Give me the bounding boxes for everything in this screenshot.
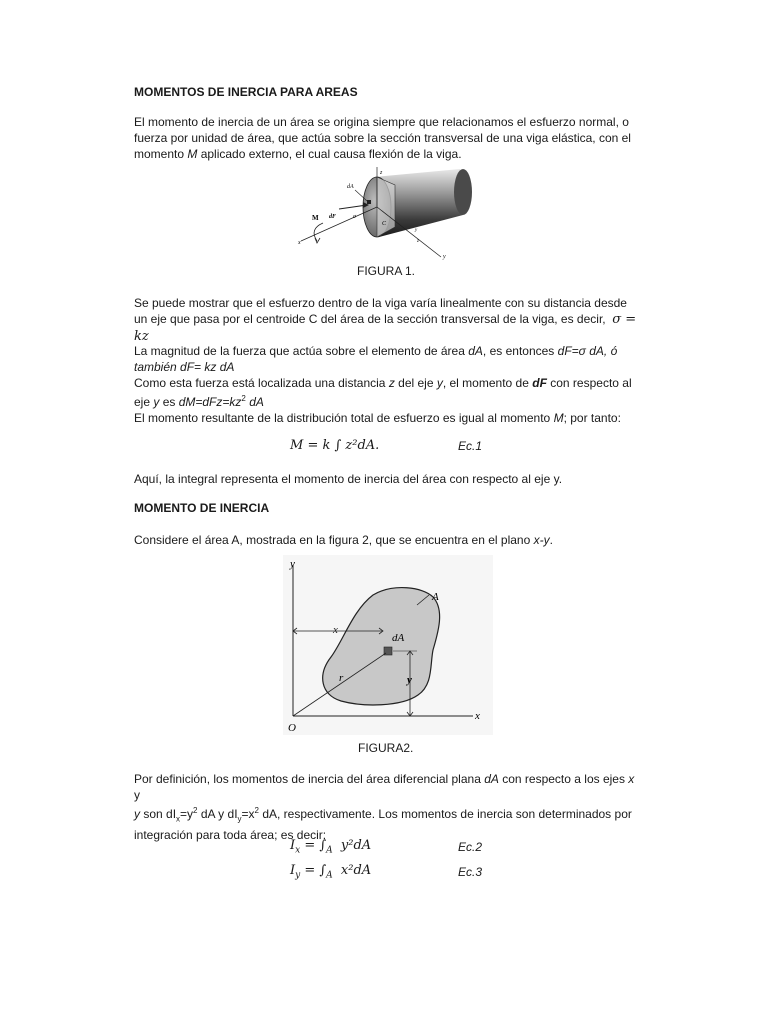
- para3-l3a: Como esta fuerza está localizada una distancia: [134, 376, 389, 390]
- eq3-lhs: I: [290, 863, 296, 878]
- fig2-label-r: r: [339, 672, 344, 684]
- fig1-label-sigma: σ: [353, 214, 356, 220]
- eq2-tail: y²dA: [332, 838, 372, 853]
- para3-l1c: , es entonces: [482, 344, 558, 358]
- para5-l1b: dA: [484, 772, 499, 786]
- para2-text: Se puede mostrar que el esfuerzo dentro de la viga varía linealmente con su distancia desde un eje que pasa por el centroide C del área de la sección transversal de la viga, es decir,: [134, 296, 627, 326]
- figure-1-beam-diagram: [295, 165, 475, 260]
- fig1-label-z: z: [380, 170, 383, 176]
- fig1-label-c: C: [382, 221, 387, 227]
- para3-l3b: z: [388, 376, 395, 390]
- eq3-sub-a: A: [326, 870, 333, 881]
- figure-2-caption: FIGURA2.: [358, 741, 414, 755]
- para3-line1: [134, 343, 639, 359]
- fig1-label-y2: y: [415, 228, 418, 233]
- para5-l2b: son dI: [140, 807, 177, 821]
- para3-line5: [134, 410, 639, 426]
- para3-line2: [134, 359, 639, 375]
- fig2-label-x-axis: x: [475, 710, 480, 722]
- eq3-sub: y: [295, 870, 301, 881]
- da-element: [367, 200, 371, 204]
- equation-2: [290, 838, 371, 856]
- fig1-label-y: y: [443, 254, 446, 260]
- fig2-label-origin: O: [288, 722, 296, 734]
- equation-1: M = k ∫ z²dA.: [290, 438, 380, 453]
- para5-l1e: y: [134, 788, 140, 802]
- fig1-label-z2: z: [417, 239, 419, 244]
- fig1-label-df: dF: [329, 214, 337, 220]
- para3-l4e: 2: [241, 394, 246, 403]
- para3-line3: [134, 375, 639, 391]
- figure-2-area-diagram: [283, 555, 493, 735]
- stress-wedge: [377, 177, 395, 237]
- para3-l2: también dF= kz dA: [134, 360, 235, 374]
- para5-line1: [134, 771, 639, 803]
- para3-l1a: La magnitud de la fuerza que actúa sobre el elemento de área: [134, 344, 469, 358]
- fig2-label-da: dA: [392, 632, 405, 644]
- section-title-momentos-areas: MOMENTOS DE INERCIA PARA AREAS: [134, 85, 358, 99]
- fig1-label-x: x: [298, 240, 301, 246]
- fig2-label-x: x: [333, 624, 338, 636]
- para3-l3e: , el momento de: [442, 376, 533, 390]
- section2-text-c: .: [549, 533, 553, 547]
- para3-l3g: con respecto al: [546, 376, 632, 390]
- para3-l3f: dF: [532, 376, 547, 390]
- para5-l2c: x: [176, 814, 181, 824]
- eq2-sub-a: A: [326, 845, 333, 856]
- intro-text-a: El momento de inercia de un área se origina siempre que relacionamos el esfuerzo normal, o fuerza por unidad de área, que actúa sobre la sección transversal de una viga elástica, con el momento: [134, 115, 631, 161]
- para3-l1b: dA: [468, 344, 483, 358]
- para5-l2d: =y: [180, 807, 194, 821]
- para3-line4: [134, 391, 639, 410]
- fig2-label-y-axis: y: [290, 558, 295, 570]
- para5-line3: integración para toda área; es decir:: [134, 828, 327, 843]
- eq3-rhs: = ∫: [300, 863, 327, 878]
- para3-l4b: y: [153, 395, 160, 409]
- para5-l2e: 2: [193, 806, 198, 815]
- para3-l4c: es: [159, 395, 179, 409]
- para5-l2i: 2: [254, 806, 259, 815]
- para5-l2f: dA y dI: [197, 807, 238, 821]
- para5-l2a: y: [134, 807, 140, 821]
- para3-l4a: eje: [134, 395, 154, 409]
- equation-3: [290, 863, 371, 881]
- paragraph-linear-stress: [134, 295, 639, 345]
- eq2-sub: x: [295, 845, 301, 856]
- intro-paragraph: [134, 114, 639, 162]
- paragraph-definition: [134, 771, 639, 843]
- beam-end: [454, 169, 472, 215]
- section-title-momento-inercia: MOMENTO DE INERCIA: [134, 501, 270, 515]
- eq2-rhs: = ∫: [300, 838, 327, 853]
- paragraph-area-a: [134, 532, 634, 548]
- formula-sigma-kz: σ = kz: [134, 312, 637, 344]
- fig1-label-m: M: [312, 214, 319, 222]
- para3-l5b: M: [553, 411, 564, 425]
- intro-text-b: aplicado externo, el cual causa flexión de la viga.: [197, 147, 462, 161]
- fig2-label-y: y: [407, 674, 412, 686]
- section2-text-b: x-y: [533, 533, 550, 547]
- para3-l3d: y: [436, 376, 443, 390]
- fig2-label-a: A: [432, 591, 439, 603]
- intro-text-m: M: [187, 147, 198, 161]
- paragraph-force-moment: [134, 343, 639, 426]
- para5-l1c: con respecto a los ejes: [498, 772, 629, 786]
- para5-l2j: dA, respectivamente. Los momentos de inercia son determinados por: [259, 807, 632, 821]
- para3-l5c: ; por tanto:: [563, 411, 621, 425]
- para5-l1d: x: [628, 772, 635, 786]
- figure-1-caption: FIGURA 1.: [357, 264, 416, 278]
- paragraph-integral-meaning: Aquí, la integral representa el momento de inercia del área con respecto al eje y.: [134, 472, 563, 486]
- para5-l2g: y: [237, 814, 242, 824]
- para3-l5a: El momento resultante de la distribución total de esfuerzo es igual al momento: [134, 411, 554, 425]
- para3-l1d: dF=σ dA, ó: [557, 344, 618, 358]
- para5-l1a: Por definición, los momentos de inercia del área diferencial plana: [134, 772, 485, 786]
- para5-line2: [134, 803, 639, 827]
- eq2-lhs: I: [290, 838, 296, 853]
- para5-l2h: =x: [241, 807, 255, 821]
- fig1-label-da: dA: [347, 184, 354, 190]
- equation-2-label: Ec.2: [458, 840, 483, 854]
- para3-l4d: dM=dFz=kz: [178, 395, 242, 409]
- section2-text-a: Considere el área A, mostrada en la figura 2, que se encuentra en el plano: [134, 533, 534, 547]
- equation-3-label: Ec.3: [458, 865, 483, 879]
- para3-l3c: del eje: [394, 376, 437, 390]
- para3-l4f: dA: [245, 395, 264, 409]
- equation-1-label: Ec.1: [458, 439, 483, 453]
- eq3-tail: x²dA: [332, 863, 372, 878]
